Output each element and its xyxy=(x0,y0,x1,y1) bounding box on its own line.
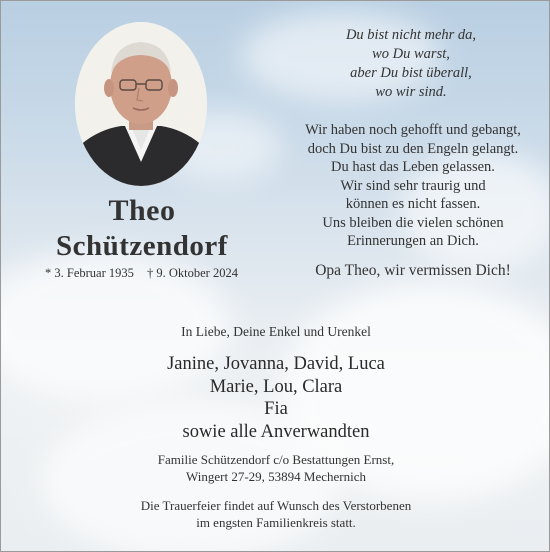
poem-line: wo Du warst, xyxy=(372,46,450,62)
poem-line: Erinnerungen an Dich. xyxy=(347,233,479,249)
mourner-names xyxy=(1,353,550,443)
poem-line: können es nicht fassen. xyxy=(345,196,481,212)
mourner-line: sowie alle Anverwandten xyxy=(182,421,370,442)
death-date: † 9. Oktober 2024 xyxy=(147,266,238,280)
poem-line: Du bist nicht mehr da, xyxy=(345,27,477,43)
deceased-first-name: Theo xyxy=(108,194,176,227)
notice-line: im engsten Familienkreis statt. xyxy=(196,515,356,530)
life-dates xyxy=(45,266,238,281)
poem-line: Wir haben noch gehofft und gebangt, xyxy=(305,122,521,138)
poem-line: aber Du bist überall, xyxy=(350,65,472,81)
mourner-line: Fia xyxy=(264,399,288,420)
mourners-intro: In Liebe, Deine Enkel und Urenkel xyxy=(181,324,371,339)
deceased-last-name: Schützendorf xyxy=(56,230,228,262)
poem-italic xyxy=(311,26,511,102)
poem-line: Wir sind sehr traurig und xyxy=(340,177,486,194)
mourner-line: Marie, Lou, Clara xyxy=(209,376,343,397)
funeral-notice xyxy=(1,497,550,531)
poem-line: wo wir sind. xyxy=(375,84,447,100)
contact-address xyxy=(1,451,550,485)
contact-line: Wingert 27-29, 53894 Mechernich xyxy=(186,469,366,484)
mourner-line: Janine, Jovanna, David, Luca xyxy=(167,354,385,374)
poem-line: Uns bleiben die vielen schönen xyxy=(322,214,504,231)
birth-date: * 3. Februar 1935 xyxy=(45,266,134,280)
poem-line: doch Du bist zu den Engeln gelangt. xyxy=(307,140,519,157)
notice-line: Die Trauerfeier findet auf Wunsch des Verstorbenen xyxy=(140,498,412,513)
poem-main xyxy=(283,121,543,251)
contact-line: Familie Schützendorf c/o Bestattungen Ernst, xyxy=(157,452,395,467)
portrait-photo xyxy=(75,22,207,186)
poem-line: Du hast das Leben gelassen. xyxy=(331,159,495,175)
closing-line: Opa Theo, wir vermissen Dich! xyxy=(315,262,511,279)
